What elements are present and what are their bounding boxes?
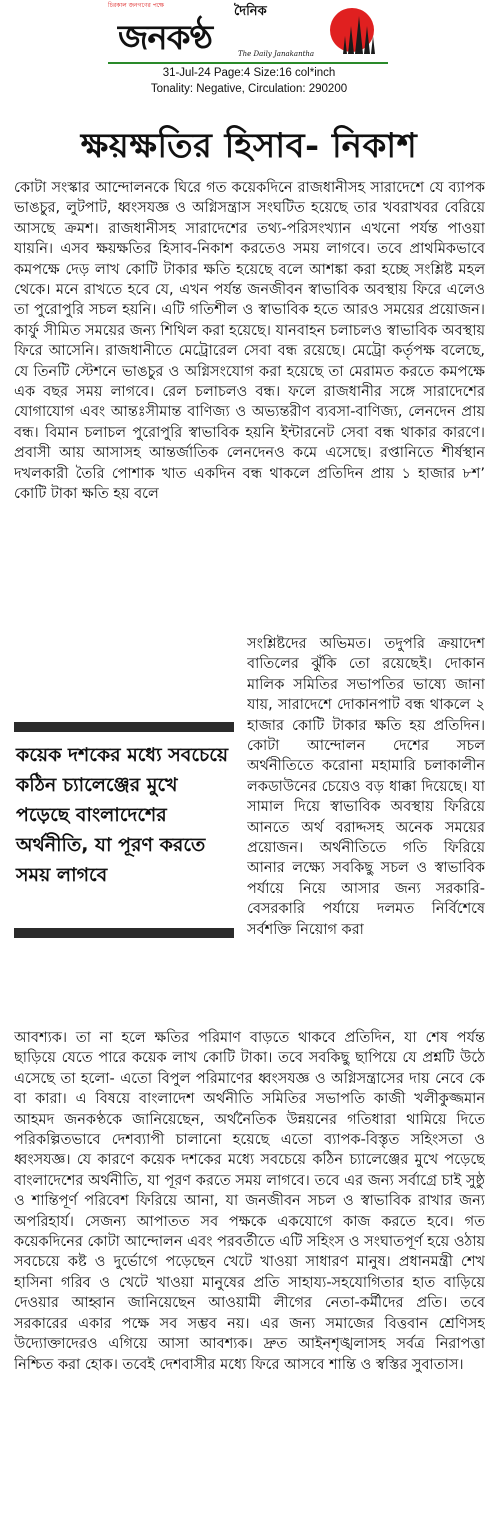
article-body-top: কোটা সংস্কার আন্দোলনকে ঘিরে গত কয়েকদিনে রাজধানীসহ সারাদেশে যে ব্যাপক ভাঙচুর, লুটপাট, ধ্বংসযজ্ঞ ও অগ্নিসন্ত্রাস সংঘটিত হয়েছে তার খবরাখবর বেরিয়ে আসছে ক্রমশ। রাজধানীসহ সারাদেশের তথ্য-পরিসংখ্যান এখনো পর্যন্ত পাওয়া যায়নি। এসব ক্ষয়ক্ষতির হিসাব-নিকাশ করতেও সময় লাগবে। তবে প্রাথমিকভাবে কমপক্ষে দেড় লাখ কোটি টাকার ক্ষতি হয়েছে বলে আশঙ্কা করা হচ্ছে সংশ্লিষ্ট মহল থেকে। মনে রাখতে হবে যে, এখন পর্যন্ত জনজীবন স্বাভাবিক অবস্থায় ফিরে এলেও তা পুরোপুরি সচল হয়নি। এটি গতিশীল ও স্বাভাবিক হতে আরও সময়ের প্রয়োজন। কার্ফু সীমিত সময়ের জন্য শিথিল করা হয়েছে। যানবাহন চলাচলও স্বাভাবিক অবস্থায় ফিরে আসেনি। রাজধানীতে মেট্রোরেল সেবা বন্ধ রয়েছে। মেট্রো কর্তৃপক্ষ বলেছে, যে তিনটি স্টেশনে ভাঙচুর ও অগ্নিসংযোগ করা হয়েছে তা মেরামত করতে কমপক্ষে এক বছর সময় লাগবে। রেল চলাচলও বন্ধ। ফলে রাজধানীর সঙ্গে সারাদেশের যোগাযোগ এবং আন্তঃসীমান্ত বাণিজ্য ও অভ্যন্তরীণ ব্যবসা-বাণিজ্য, লেনদেন প্রায় বন্ধ। বিমান চলাচল পুরোপুরি স্বাভাবিক হয়নি ইন্টারনেট সেবা বন্ধ থাকার কারণে। প্রবাসী আয় আসাসহ আন্তর্জাতিক লেনদেনও কমে এসেছে। রপ্তানিতে শীর্ষস্থান দখলকারী তৈরি পোশাক খাত একদিন বন্ধ থাকলে প্রতিদিন প্রায় ১ হাজার ৮শ’ কোটি টাকা ক্ষতি হয় বলে — [14, 180, 485, 503]
clipping-meta-tonality: Tonality: Negative, Circulation: 290200 — [150, 83, 348, 95]
clipping-meta-date: 31-Jul-24 Page:4 Size:16 col*inch — [162, 67, 336, 79]
masthead-daily: দৈনিক — [234, 4, 267, 19]
article-headline: ক্ষয়ক্ষতির হিসাব- নিকাশ — [80, 126, 418, 166]
article-body-bottom: আবশ্যক। তা না হলে ক্ষতির পরিমাণ বাড়তে থাকবে প্রতিদিন, যা শেষ পর্যন্ত ছাড়িয়ে যেতে পারে কয়েক লাখ কোটি টাকা। তবে সবকিছু ছাপিয়ে যে প্রশ্নটি উঠে এসেছে তা হলো- এতো বিপুল পরিমাণের ধ্বংসযজ্ঞ ও অগ্নিসন্ত্রাসের দায় নেবে কে বা কারা। এ বিষয়ে বাংলাদেশ অর্থনীতি সমিতির সভাপতি কাজী খলীকুজ্জমান আহমদ জনকণ্ঠকে জানিয়েছেন, অর্থনৈতিক উন্নয়নের গতিধারা থামিয়ে দিতে পরিকল্পিতভাবে দেশব্যাপী চালানো হয়েছে এতো ব্যাপক-বিস্তৃত সহিংসতা ও ধ্বংসযজ্ঞ। যে কারণে কয়েক দশকের মধ্যে সবচেয়ে কঠিন চ্যালেঞ্জের মুখে পড়েছে বাংলাদেশের অর্থনীতি, যা পূরণ করতে সময় লাগবে। তবে এর জন্য সর্বাগ্রে চাই সুষ্ঠু ও শান্তিপূর্ণ পরিবেশ ফিরিয়ে আনা, যা জনজীবন সচল ও স্বাভাবিক রাখার জন্য অপরিহার্য। সেজন্য আপাতত সব পক্ষকে একযোগে কাজ করতে হবে। গত কয়েকদিনের কোটা আন্দোলন এবং পরবর্তীতে এটি সহিংস ও সংঘাতপূর্ণ হয়ে ওঠায় সবচেয়ে কষ্ট ও দুর্ভোগে পড়েছেন খেটে খাওয়া সাধারণ মানুষ। প্রধানমন্ত্রী শেখ হাসিনা গরিব ও খেটে খাওয়া মানুষের প্রতি সাহায্য-সহযোগিতার হাত বাড়িয়ে দেওয়ার আহ্বান জানিয়েছেন আওয়ামী লীগের নেতা-কর্মীদের প্রতি। তবে সরকারের একার পক্ষে সব সম্ভব নয়। এর জন্য সমাজের বিত্তবান শ্রেণিসহ উদ্যোক্তাদেরও এগিয়ে আসা আবশ্যক। দ্রুত আইনশৃঙ্খলাসহ সর্বত্র নিরাপত্তা নিশ্চিত করা হোক। তবেই দেশবাসীর মধ্যে ফিরে আসবে শান্তি ও স্বস্তির সুবাতাস। — [14, 1030, 485, 1373]
martyrs-monument-icon — [340, 14, 378, 54]
masthead-tagline: চিরকাল জনগণের পক্ষে — [108, 2, 165, 9]
pullquote — [14, 722, 234, 938]
masthead-subtitle: The Daily Janakantha — [238, 50, 315, 58]
masthead-rule — [108, 62, 388, 64]
masthead-name: জনকণ্ঠ — [118, 18, 213, 58]
masthead — [108, 0, 388, 66]
article-body-right-column: সংশ্লিষ্টদের অভিমত। তদুপরি ক্রয়াদেশ বাতিলের ঝুঁকি তো রয়েছেই। দোকান মালিক সমিতির সভাপতির ভাষ্যে জানা যায়, সারাদেশে দোকানপাট বন্ধ থাকলে ২ হাজার কোটি টাকার ক্ষতি হয় প্রতিদিন। কোটা আন্দোলন দেশের সচল অর্থনীতিতে করোনা মহামারি চলাকালীন লকডাউনের চেয়েও বড় ধাক্কা দিয়েছে। যা সামাল দিয়ে স্বাভাবিক অবস্থায় ফিরিয়ে আনতে অর্থ বরাদ্দসহ অনেক সময়ের প্রয়োজন। অর্থনীতিতে গতি ফিরিয়ে আনার লক্ষ্যে সবকিছু সচল ও স্বাভাবিক পর্যায়ে নিয়ে আসার জন্য সরকারি-বেসরকারি পর্যায়ে দলমত নির্বিশেষে সর্বশক্তি নিয়োগ করা — [247, 636, 485, 938]
pullquote-rule-top — [14, 722, 234, 732]
pullquote-text: কয়েক দশকের মধ্যে সবচেয়ে কঠিন চ্যালেঞ্জের মুখে পড়েছে বাংলাদেশের অর্থনীতি, যা পূরণ করতে সময় লাগবে — [16, 744, 229, 886]
pullquote-rule-bottom — [14, 928, 234, 938]
